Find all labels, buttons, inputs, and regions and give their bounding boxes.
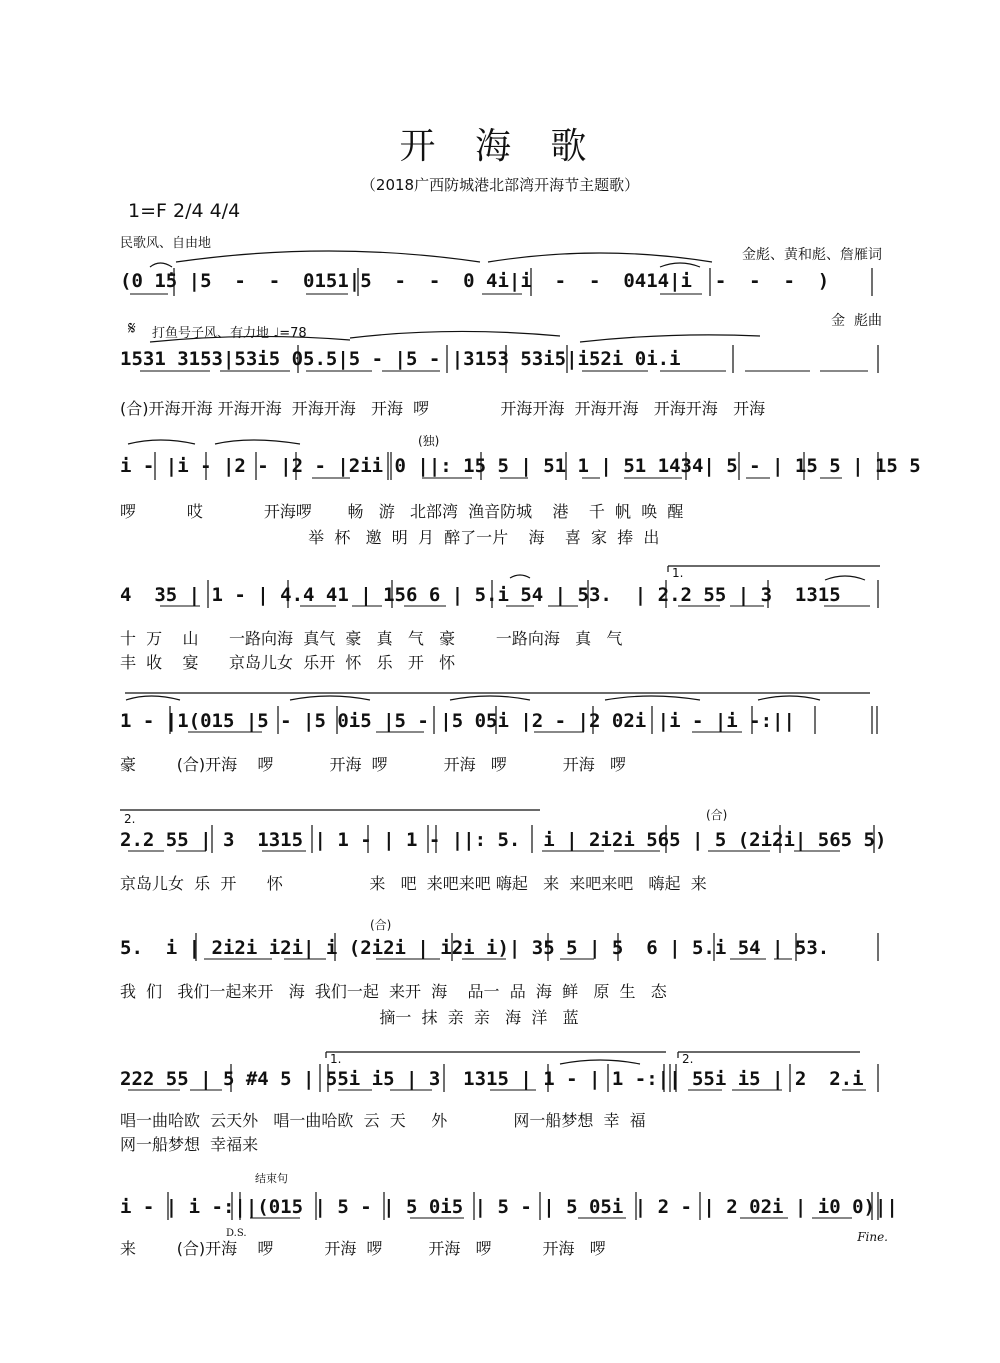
lyrics: 豪 (合)开海 啰 开海 啰 开海 啰 开海 啰 [120, 755, 627, 774]
notes: 4 35 | 1 - | 4.4 41 | 156 6 | 5.i 54 | 53. | 2.2 55 | 3 1315 [120, 584, 841, 606]
volta-2: 2. [124, 812, 136, 826]
lyrics: 唱一曲哈欧 云天外 唱一曲哈欧 云 天 外 网一船梦想 幸 福 [120, 1111, 646, 1130]
chorus-mark: (合) [706, 808, 728, 822]
lyrics-verse2: 丰 收 宴 京岛儿女 乐开 怀 乐 开 怀 [120, 653, 456, 672]
volta-1: 1. [672, 566, 684, 580]
notes: (0 1̇5 |5 - - 0151|5 - - 0 4i|i - - 0414|i - - - ) [120, 270, 830, 292]
volta-2b: 2. [682, 1052, 694, 1066]
notes: i - | i -:||(015 | 5 - | 5 0i5 | 5 - | 5 05i | 2 - | 2 02i | i0 0)|| [120, 1196, 898, 1218]
style-note: 民歌风、自由地 [120, 236, 212, 251]
segno-icon: 𝄋 [128, 318, 136, 339]
song-title: 开 海 歌 [399, 126, 601, 167]
lyrics-verse2: 网一船梦想 幸福来 [120, 1135, 259, 1154]
lyrics: 京岛儿女 乐 开 怀 来 吧 来吧来吧 嗨起 来 来吧来吧 嗨起 来 [120, 874, 707, 893]
tempo-note: 打鱼号子风、有力地 ♩=78 [152, 326, 307, 341]
notes: 222 55 | 5 #4 5 | 55i i5 | 3 1315 | 1 - | 1 -:|| 55i i5 | 2 2.i [120, 1068, 864, 1090]
volta-1b: 1. [330, 1052, 342, 1066]
composer: 金 彪曲 [831, 313, 882, 329]
notes: 1531 3153|53i5 05.5|5 - |5 - |3153 53i5|i52i 0i.i [120, 348, 681, 370]
ending-label: 结束句 [255, 1172, 288, 1185]
lyrics: 十 万 山 一路向海 真气 豪 真 气 豪 一路向海 真 气 [120, 629, 623, 648]
key-signature: 1=F 2/4 4/4 [128, 200, 241, 222]
lyrics-verse2: 举 杯 邀 明 月 醉了一片 海 喜 家 捧 出 [120, 528, 660, 547]
lyrics: 来 (合)开海 啰 开海 啰 开海 啰 开海 啰 [120, 1239, 606, 1258]
solo-mark: (独) [418, 434, 440, 448]
notes: 1 - |1(015 |5 - |5 0i5 |5 - |5 05i |2 - |2 02i |i - |i -:|| [120, 710, 795, 732]
lyrics: (合)开海开海 开海开海 开海开海 开海 啰 开海开海 开海开海 开海开海 开海 [120, 399, 766, 418]
lyrics-verse2: 摘一 抹 亲 亲 海 洋 蓝 [120, 1008, 579, 1027]
lyrics: 我 们 我们一起来开 海 我们一起 来开 海 品一 品 海 鲜 原 生 态 [120, 982, 667, 1001]
lyricists: 金彪、黄和彪、詹雁词 [742, 247, 882, 263]
lyrics: 啰 哎 开海啰 畅 游 北部湾 渔音防城 港 千 帆 唤 醒 [120, 502, 684, 521]
song-subtitle: （2018广西防城港北部湾开海节主题歌） [360, 176, 640, 194]
notes: i - |i - |2 - |2 - |2ii 0 ||: 15 5 | 51 1 | 51 1434| 5 - | 15 5 | 15 5 [120, 455, 921, 477]
notes: 2.2 55 | 3 1315 | 1 - | 1 - ||: 5. i | 2i2i 565 | 5 (2i2i| 565 5) [120, 829, 887, 851]
notes: 5. i | 2i2i i2i| i (2i2i | i2i i)| 35 5 | 5 6 | 5.i 54 | 53. [120, 937, 830, 959]
chorus-mark-2: (合) [370, 918, 392, 932]
ds-mark: D.S. [226, 1228, 247, 1239]
fine-mark: Fine. [857, 1230, 888, 1244]
